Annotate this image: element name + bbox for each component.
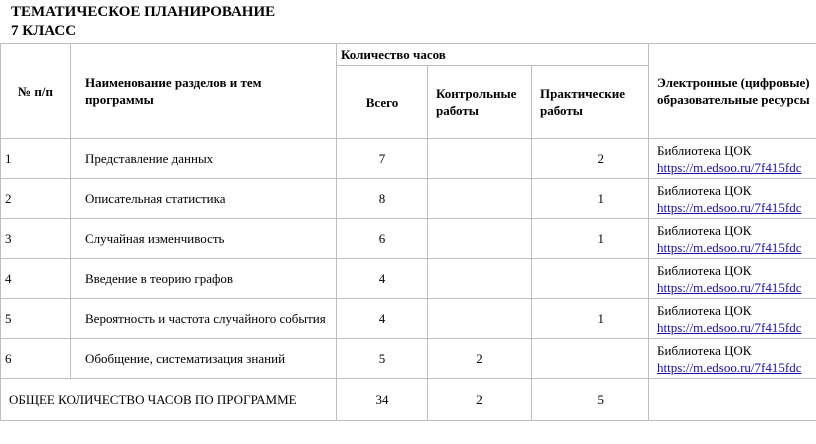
col-name-header: Наименование разделов и тем программы bbox=[71, 44, 337, 139]
row-num: 3 bbox=[1, 219, 71, 259]
table-row bbox=[1, 339, 816, 379]
row-control bbox=[428, 179, 532, 219]
col-num-header: № п/п bbox=[1, 44, 71, 139]
resource-label: Библиотека ЦОК bbox=[657, 222, 752, 238]
table-row bbox=[1, 179, 816, 219]
row-total: 7 bbox=[337, 139, 428, 179]
col-control-header: Контрольные работы bbox=[428, 66, 532, 139]
total-control: 2 bbox=[428, 379, 532, 421]
total-label: ОБЩЕЕ КОЛИЧЕСТВО ЧАСОВ ПО ПРОГРАММЕ bbox=[1, 379, 337, 421]
row-practical: 1 bbox=[532, 299, 649, 339]
row-control bbox=[428, 219, 532, 259]
row-total: 4 bbox=[337, 259, 428, 299]
page-title bbox=[11, 3, 275, 41]
row-num: 6 bbox=[1, 339, 71, 379]
row-name: Представление данных bbox=[71, 139, 337, 179]
row-resource bbox=[649, 179, 816, 219]
row-practical: 1 bbox=[532, 179, 649, 219]
row-name: Случайная изменчивость bbox=[71, 219, 337, 259]
resource-link[interactable]: https://m.edsoo.ru/7f415fdc bbox=[657, 319, 802, 335]
resource-label: Библиотека ЦОК bbox=[657, 182, 752, 198]
resource-link[interactable]: https://m.edsoo.ru/7f415fdc bbox=[657, 239, 802, 255]
resource-label: Библиотека ЦОК bbox=[657, 142, 752, 158]
resource-link[interactable]: https://m.edsoo.ru/7f415fdc bbox=[657, 199, 802, 215]
row-num: 1 bbox=[1, 139, 71, 179]
row-total: 5 bbox=[337, 339, 428, 379]
row-num: 4 bbox=[1, 259, 71, 299]
row-control bbox=[428, 299, 532, 339]
row-control bbox=[428, 139, 532, 179]
row-control bbox=[428, 259, 532, 299]
row-name: Введение в теорию графов bbox=[71, 259, 337, 299]
col-hours-header: Количество часов bbox=[337, 44, 649, 66]
row-resource bbox=[649, 339, 816, 379]
row-control: 2 bbox=[428, 339, 532, 379]
row-resource bbox=[649, 259, 816, 299]
col-resources-header: Электронные (цифровые) образовательные ресурсы bbox=[649, 44, 816, 139]
total-resource bbox=[649, 379, 816, 421]
row-name: Описательная статистика bbox=[71, 179, 337, 219]
total-hours: 34 bbox=[337, 379, 428, 421]
resource-label: Библиотека ЦОК bbox=[657, 342, 752, 358]
row-practical bbox=[532, 259, 649, 299]
title-line-1: ТЕМАТИЧЕСКОЕ ПЛАНИРОВАНИЕ bbox=[11, 4, 276, 20]
resource-link[interactable]: https://m.edsoo.ru/7f415fdc bbox=[657, 359, 802, 375]
table-row bbox=[1, 219, 816, 259]
row-total: 8 bbox=[337, 179, 428, 219]
header-row-top bbox=[1, 44, 816, 66]
title-line-2: 7 КЛАСС bbox=[11, 23, 77, 39]
row-resource bbox=[649, 219, 816, 259]
row-total: 6 bbox=[337, 219, 428, 259]
resource-link[interactable]: https://m.edsoo.ru/7f415fdc bbox=[657, 279, 802, 295]
row-practical: 1 bbox=[532, 219, 649, 259]
row-resource bbox=[649, 299, 816, 339]
row-practical: 2 bbox=[532, 139, 649, 179]
table-row bbox=[1, 139, 816, 179]
row-name: Вероятность и частота случайного события bbox=[71, 299, 337, 339]
total-practical: 5 bbox=[532, 379, 649, 421]
table-row bbox=[1, 259, 816, 299]
col-total-header: Всего bbox=[337, 66, 428, 139]
planning-table bbox=[0, 43, 816, 421]
resource-link[interactable]: https://m.edsoo.ru/7f415fdc bbox=[657, 159, 802, 175]
row-total: 4 bbox=[337, 299, 428, 339]
row-name: Обобщение, систематизация знаний bbox=[71, 339, 337, 379]
total-row bbox=[1, 379, 816, 421]
resource-label: Библиотека ЦОК bbox=[657, 302, 752, 318]
row-resource bbox=[649, 139, 816, 179]
table-row bbox=[1, 299, 816, 339]
resource-label: Библиотека ЦОК bbox=[657, 262, 752, 278]
row-practical bbox=[532, 339, 649, 379]
row-num: 5 bbox=[1, 299, 71, 339]
col-practical-header: Практические работы bbox=[532, 66, 649, 139]
row-num: 2 bbox=[1, 179, 71, 219]
